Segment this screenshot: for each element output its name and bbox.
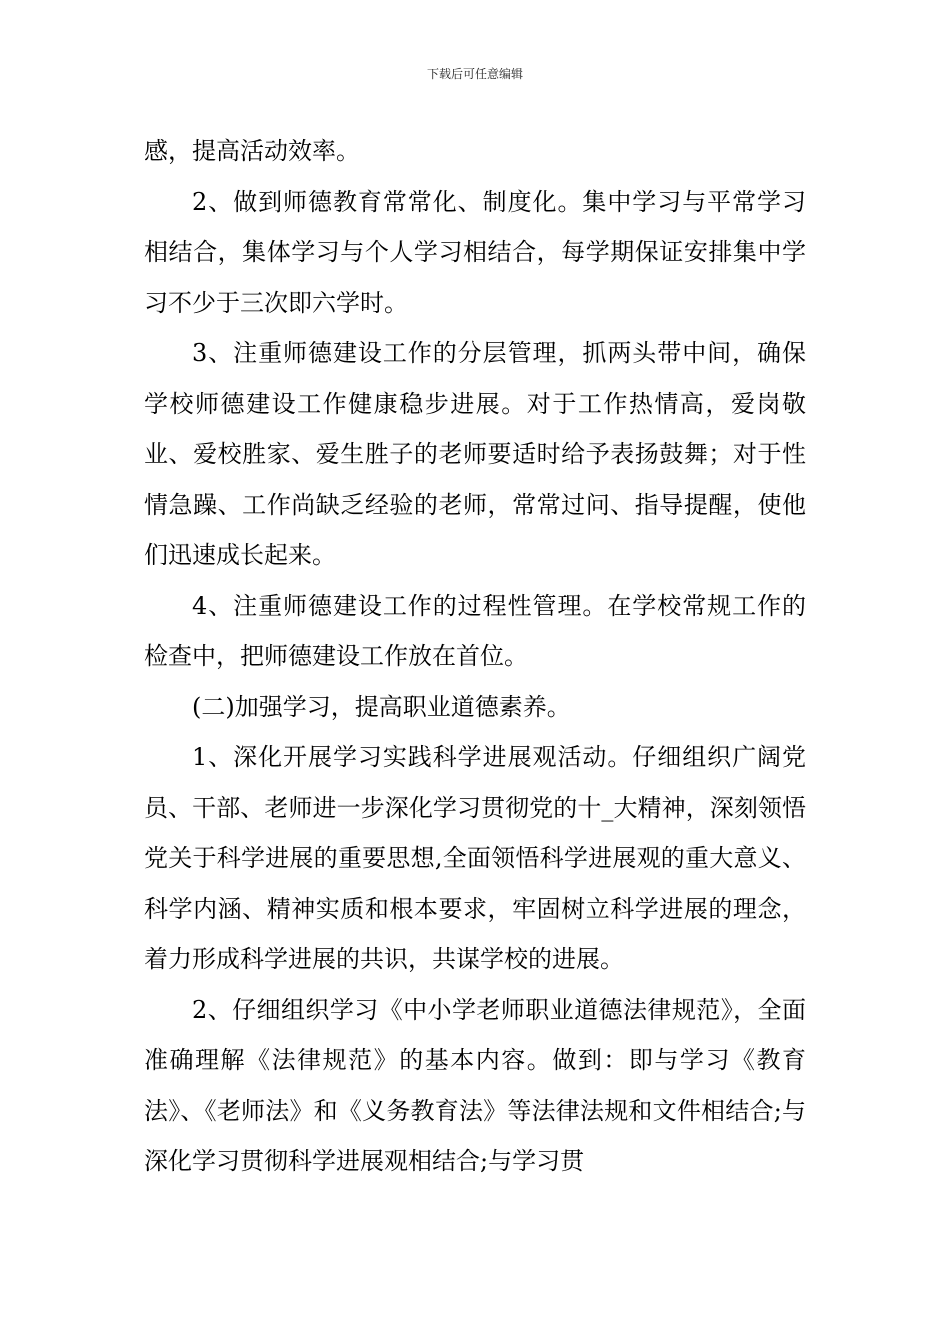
- paragraph-item-2: 2、做到师德教育常常化、制度化。集中学习与平常学习相结合，集体学习与个人学习相结合，每学期保证安排集中学习不少于三次即六学时。: [144, 187, 806, 317]
- paragraph-continuation: 感，提高活动效率。: [144, 137, 360, 165]
- paragraph-item-4: 4、注重师德建设工作的过程性管理。在学校常规工作的检查中，把师德建设工作放在首位。: [144, 591, 806, 670]
- section-heading: (二)加强学习，提高职业道德素养。: [192, 692, 571, 721]
- paragraph-item-3: 3、注重师德建设工作的分层管理，抓两头带中间，确保学校师德建设工作健康稳步进展。对于工作热情高，爱岗敬业、爱校胜家、爱生胜子的老师要适时给予表扬鼓舞；对于性情急躁、工作尚缺乏经验的老师，常常过问、指导提醒，使他们迅速成长起来。: [144, 339, 806, 569]
- paragraph-item-2b: 2、仔细组织学习《中小学老师职业道德法律规范》，全面准确理解《法律规范》的基本内容。做到：即与学习《教育法》、《老师法》和《义务教育法》等法律法规和文件相结合;与深化学习贯彻科学进展观相结合;与学习贯: [144, 995, 806, 1175]
- paragraph-item-1: 1、深化开展学习实践科学进展观活动。仔细组织广阔党员、干部、老师进一步深化学习贯彻党的十_大精神，深刻领悟党关于科学进展的重要思想,全面领悟科学进展观的重大意义、科学内涵、精神实质和根本要求，牢固树立科学进展的理念，着力形成科学进展的共识，共谋学校的进展。: [144, 743, 806, 973]
- page-header: 下载后可任意编辑: [426, 67, 523, 81]
- document-body: [144, 126, 806, 1187]
